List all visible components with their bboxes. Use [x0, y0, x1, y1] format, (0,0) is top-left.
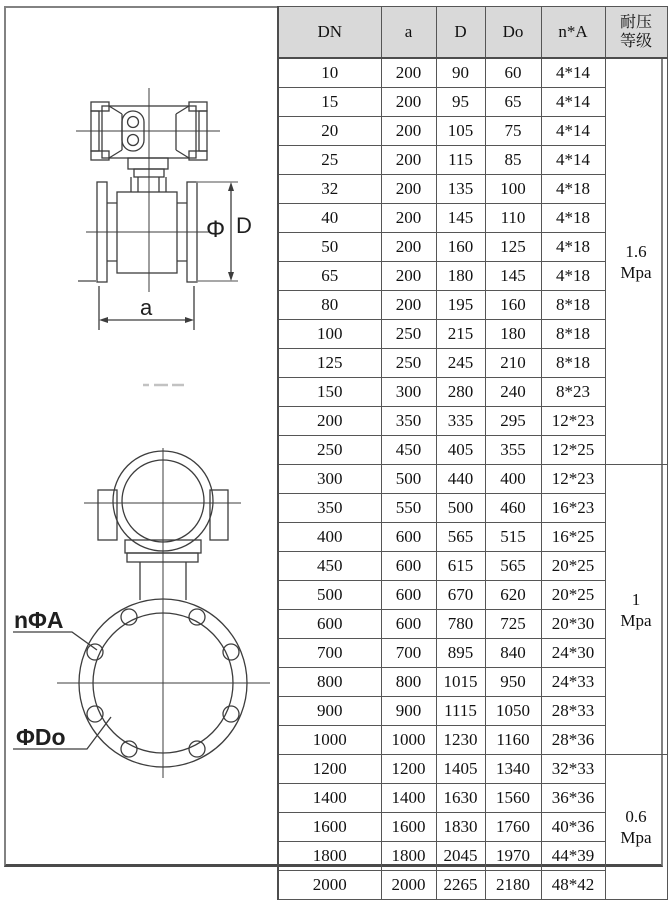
table-cell: 500: [436, 494, 485, 523]
dim-a-label: a: [140, 295, 153, 320]
table-cell: 405: [436, 436, 485, 465]
table-cell: 1000: [278, 726, 381, 755]
table-cell: 1830: [436, 813, 485, 842]
table-cell: 200: [381, 291, 436, 320]
table-cell: 15: [278, 88, 381, 117]
table-cell: 2000: [381, 871, 436, 900]
table-cell: 180: [436, 262, 485, 291]
table-cell: 125: [485, 233, 541, 262]
table-cell: 800: [381, 668, 436, 697]
header-pressure-rating: [605, 7, 667, 59]
table-cell: 12*23: [541, 407, 605, 436]
table-cell: 8*23: [541, 378, 605, 407]
table-cell: 400: [278, 523, 381, 552]
table-cell: 75: [485, 117, 541, 146]
table-cell: 28*33: [541, 697, 605, 726]
table-cell: 4*18: [541, 233, 605, 262]
table-cell: 950: [485, 668, 541, 697]
table-cell: 600: [381, 581, 436, 610]
table-cell: 550: [381, 494, 436, 523]
table-cell: 400: [485, 465, 541, 494]
table-cell: 2000: [278, 871, 381, 900]
table-cell: 95: [436, 88, 485, 117]
table-cell: 80: [278, 291, 381, 320]
table-cell: 1230: [436, 726, 485, 755]
table-cell: 200: [381, 175, 436, 204]
table-cell: 90: [436, 58, 485, 88]
pressure-unit: Mpa: [620, 610, 652, 630]
table-cell: 1600: [381, 813, 436, 842]
header-a: a: [381, 7, 436, 59]
table-cell: 2180: [485, 871, 541, 900]
table-cell: 4*18: [541, 175, 605, 204]
table-cell: 4*14: [541, 88, 605, 117]
table-cell: 145: [485, 262, 541, 291]
table-cell: 210: [485, 349, 541, 378]
table-cell: 600: [381, 523, 436, 552]
pressure-unit: Mpa: [620, 262, 652, 282]
dim-d-label: D: [236, 213, 252, 238]
table-cell: 240: [485, 378, 541, 407]
table-cell: 900: [381, 697, 436, 726]
pressure-value: 1.6: [625, 241, 647, 261]
table-cell: 600: [381, 552, 436, 581]
table-cell: 215: [436, 320, 485, 349]
table-cell: 780: [436, 610, 485, 639]
table-cell: 700: [278, 639, 381, 668]
table-cell: 620: [485, 581, 541, 610]
table-cell: 4*14: [541, 117, 605, 146]
table-cell: 200: [381, 262, 436, 291]
table-cell: 280: [436, 378, 485, 407]
table-cell: 840: [485, 639, 541, 668]
table-cell: 40*36: [541, 813, 605, 842]
table-cell: 1405: [436, 755, 485, 784]
header-d: D: [436, 7, 485, 59]
table-cell: 50: [278, 233, 381, 262]
table-cell: 1630: [436, 784, 485, 813]
table-cell: 700: [381, 639, 436, 668]
table-cell: 195: [436, 291, 485, 320]
table-cell: 600: [381, 610, 436, 639]
pressure-unit: Mpa: [620, 828, 652, 847]
table-cell: 1050: [485, 697, 541, 726]
table-cell: 515: [485, 523, 541, 552]
table-cell: 20*25: [541, 581, 605, 610]
pressure-rating-cell: [605, 465, 667, 755]
table-cell: 65: [278, 262, 381, 291]
table-cell: 450: [278, 552, 381, 581]
table-cell: 32*33: [541, 755, 605, 784]
table-cell: 10: [278, 58, 381, 88]
header-dn: DN: [278, 7, 381, 59]
table-cell: 48*42: [541, 871, 605, 900]
table-cell: 1400: [278, 784, 381, 813]
header-do: Do: [485, 7, 541, 59]
table-cell: 500: [381, 465, 436, 494]
table-cell: 670: [436, 581, 485, 610]
pressure-value: 1: [631, 589, 641, 609]
table-cell: 110: [485, 204, 541, 233]
table-cell: 160: [436, 233, 485, 262]
table-cell: 100: [485, 175, 541, 204]
bolt-holes-label: nΦA: [14, 607, 64, 633]
table-cell: 4*18: [541, 204, 605, 233]
table-cell: 20*30: [541, 610, 605, 639]
table-row: [278, 58, 667, 88]
table-cell: 440: [436, 465, 485, 494]
bolt-circle-label: ΦDo: [16, 724, 66, 750]
table-cell: 450: [381, 436, 436, 465]
table-cell: 1340: [485, 755, 541, 784]
table-cell: 20: [278, 117, 381, 146]
table-cell: 1200: [381, 755, 436, 784]
table-cell: 1800: [381, 842, 436, 871]
table-cell: 115: [436, 146, 485, 175]
table-cell: 32: [278, 175, 381, 204]
table-cell: 295: [485, 407, 541, 436]
table-cell: 145: [436, 204, 485, 233]
table-cell: 4*18: [541, 262, 605, 291]
table-row: [278, 465, 667, 494]
table-cell: 16*25: [541, 523, 605, 552]
table-cell: 355: [485, 436, 541, 465]
table-cell: 250: [278, 436, 381, 465]
header-na: n*A: [541, 7, 605, 59]
table-cell: 105: [436, 117, 485, 146]
table-cell: 12*25: [541, 436, 605, 465]
table-cell: 800: [278, 668, 381, 697]
table-cell: 180: [485, 320, 541, 349]
dimension-table-body: [278, 58, 667, 900]
table-cell: 150: [278, 378, 381, 407]
pressure-value: 0.6: [625, 807, 647, 826]
table-cell: 300: [381, 378, 436, 407]
table-cell: 200: [381, 117, 436, 146]
dim-phi-label: Φ: [206, 216, 226, 243]
table-cell: 24*33: [541, 668, 605, 697]
table-cell: 44*39: [541, 842, 605, 871]
table-cell: 1400: [381, 784, 436, 813]
table-cell: 16*23: [541, 494, 605, 523]
table-cell: 135: [436, 175, 485, 204]
table-cell: 36*36: [541, 784, 605, 813]
table-cell: 1760: [485, 813, 541, 842]
table-cell: 1560: [485, 784, 541, 813]
table-cell: 28*36: [541, 726, 605, 755]
table-cell: 565: [436, 523, 485, 552]
table-cell: 1160: [485, 726, 541, 755]
table-cell: 60: [485, 58, 541, 88]
table-cell: 725: [485, 610, 541, 639]
table-cell: 85: [485, 146, 541, 175]
table-cell: 1115: [436, 697, 485, 726]
table-cell: 2045: [436, 842, 485, 871]
table-cell: 1970: [485, 842, 541, 871]
flange-dimension-table: [277, 6, 668, 900]
table-cell: 25: [278, 146, 381, 175]
table-cell: 100: [278, 320, 381, 349]
table-cell: 1200: [278, 755, 381, 784]
table-cell: 12*23: [541, 465, 605, 494]
table-cell: 200: [381, 204, 436, 233]
pressure-rating-cell: [605, 58, 667, 465]
table-cell: 250: [381, 320, 436, 349]
table-cell: 24*30: [541, 639, 605, 668]
table-cell: 65: [485, 88, 541, 117]
table-cell: 200: [381, 58, 436, 88]
header-pressure-line1: 耐压: [619, 14, 652, 31]
table-cell: 335: [436, 407, 485, 436]
bolt-holes-leader-line: [13, 632, 97, 650]
table-cell: 160: [485, 291, 541, 320]
table-cell: 4*14: [541, 146, 605, 175]
table-cell: 200: [381, 88, 436, 117]
table-cell: 1000: [381, 726, 436, 755]
header-pressure-line2: 等级: [619, 33, 652, 50]
dimension-table-wrapper: [277, 6, 666, 894]
table-cell: 600: [278, 610, 381, 639]
table-cell: 200: [381, 146, 436, 175]
table-cell: 125: [278, 349, 381, 378]
pressure-rating-cell: [605, 755, 667, 900]
table-cell: 8*18: [541, 320, 605, 349]
table-header-row: [278, 7, 667, 59]
table-cell: 900: [278, 697, 381, 726]
table-cell: 895: [436, 639, 485, 668]
table-cell: 500: [278, 581, 381, 610]
table-cell: 200: [278, 407, 381, 436]
table-cell: 2265: [436, 871, 485, 900]
table-cell: 8*18: [541, 291, 605, 320]
table-cell: 40: [278, 204, 381, 233]
table-cell: 4*14: [541, 58, 605, 88]
table-cell: 615: [436, 552, 485, 581]
table-cell: 1800: [278, 842, 381, 871]
table-cell: 1015: [436, 668, 485, 697]
table-cell: 200: [381, 233, 436, 262]
table-cell: 460: [485, 494, 541, 523]
table-cell: 8*18: [541, 349, 605, 378]
table-cell: 245: [436, 349, 485, 378]
table-cell: 300: [278, 465, 381, 494]
table-cell: 250: [381, 349, 436, 378]
table-row: [278, 755, 667, 784]
table-cell: 1600: [278, 813, 381, 842]
table-cell: 565: [485, 552, 541, 581]
table-cell: 350: [278, 494, 381, 523]
table-cell: 350: [381, 407, 436, 436]
table-cell: 20*25: [541, 552, 605, 581]
